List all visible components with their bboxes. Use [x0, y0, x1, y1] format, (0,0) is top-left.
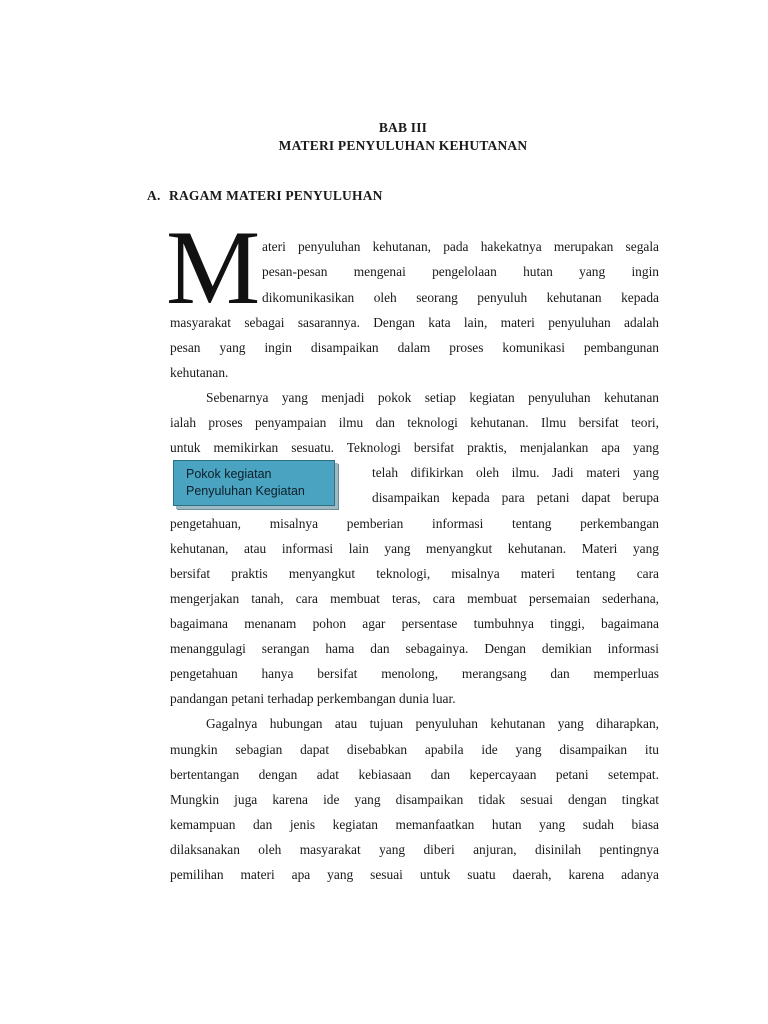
body-line: bagaimana menanam pohon agar persentase tumbuhnya tinggi, bagaimana: [170, 616, 659, 631]
body-line: pengetahuan hanya bersifat menolong, merangsang dan memperluas: [170, 666, 659, 681]
drop-cap-letter: M: [166, 209, 261, 326]
body-line: dilaksanakan oleh masyarakat yang diberi anjuran, disinilah pentingnya: [170, 842, 659, 857]
section-number: A.: [147, 188, 161, 203]
body-line: disampaikan kepada para petani dapat berupa: [372, 490, 659, 505]
body-line: Gagalnya hubungan atau tujuan penyuluhan kehutanan yang diharapkan,: [206, 716, 659, 731]
body-line: telah difikirkan oleh ilmu. Jadi materi yang: [372, 465, 659, 480]
body-line: ateri penyuluhan kehutanan, pada hakekatnya merupakan segala: [262, 239, 659, 254]
section-title: RAGAM MATERI PENYULUHAN: [169, 188, 383, 203]
body-line: untuk memikirkan sesuatu. Teknologi bersifat praktis, menjalankan apa yang: [170, 440, 659, 455]
body-line: masyarakat sebagai sasarannya. Dengan kata lain, materi penyuluhan adalah: [170, 315, 659, 330]
body-line: kehutanan, atau informasi lain yang menyangkut kehutanan. Materi yang: [170, 541, 659, 556]
body-line: pesan-pesan mengenai pengelolaan hutan yang ingin: [262, 264, 659, 279]
callout-box: [173, 460, 335, 506]
body-line: bertentangan dengan adat kebiasaan dan kepercayaan petani setempat.: [170, 767, 659, 782]
callout-line-2: Penyuluhan Kegiatan: [186, 484, 305, 498]
body-line: mengerjakan tanah, cara membuat teras, cara membuat persemaian sederhana,: [170, 591, 659, 606]
callout-line-1: Pokok kegiatan: [186, 467, 272, 481]
chapter-title: MATERI PENYULUHAN KEHUTANAN: [278, 138, 528, 153]
body-line: Mungkin juga karena ide yang disampaikan tidak sesuai dengan tingkat: [170, 792, 659, 807]
chapter-label: BAB III: [378, 120, 428, 135]
body-line: pesan yang ingin disampaikan dalam proses komunikasi pembangunan: [170, 340, 659, 355]
body-line: menanggulagi serangan hama dan sebagainya. Dengan demikian informasi: [170, 641, 659, 656]
body-line: pemilihan materi apa yang sesuai untuk suatu daerah, karena adanya: [170, 867, 659, 882]
body-line: mungkin sebagian dapat disebabkan apabila ide yang disampaikan itu: [170, 742, 659, 757]
body-line: Sebenarnya yang menjadi pokok setiap kegiatan penyuluhan kehutanan: [206, 390, 659, 405]
body-line: pengetahuan, misalnya pemberian informasi tentang perkembangan: [170, 516, 659, 531]
body-line: kemampuan dan jenis kegiatan memanfaatkan hutan yang sudah biasa: [170, 817, 659, 832]
body-line: dikomunikasikan oleh seorang penyuluh kehutanan kepada: [262, 290, 659, 305]
section-heading: [147, 188, 383, 204]
body-line: ialah proses penyampaian ilmu dan teknologi kehutanan. Ilmu bersifat teori,: [170, 415, 659, 430]
body-line: bersifat praktis menyangkut teknologi, misalnya materi tentang cara: [170, 566, 659, 581]
body-line: kehutanan.: [170, 365, 229, 380]
body-line: pandangan petani terhadap perkembangan dunia luar.: [170, 691, 456, 706]
